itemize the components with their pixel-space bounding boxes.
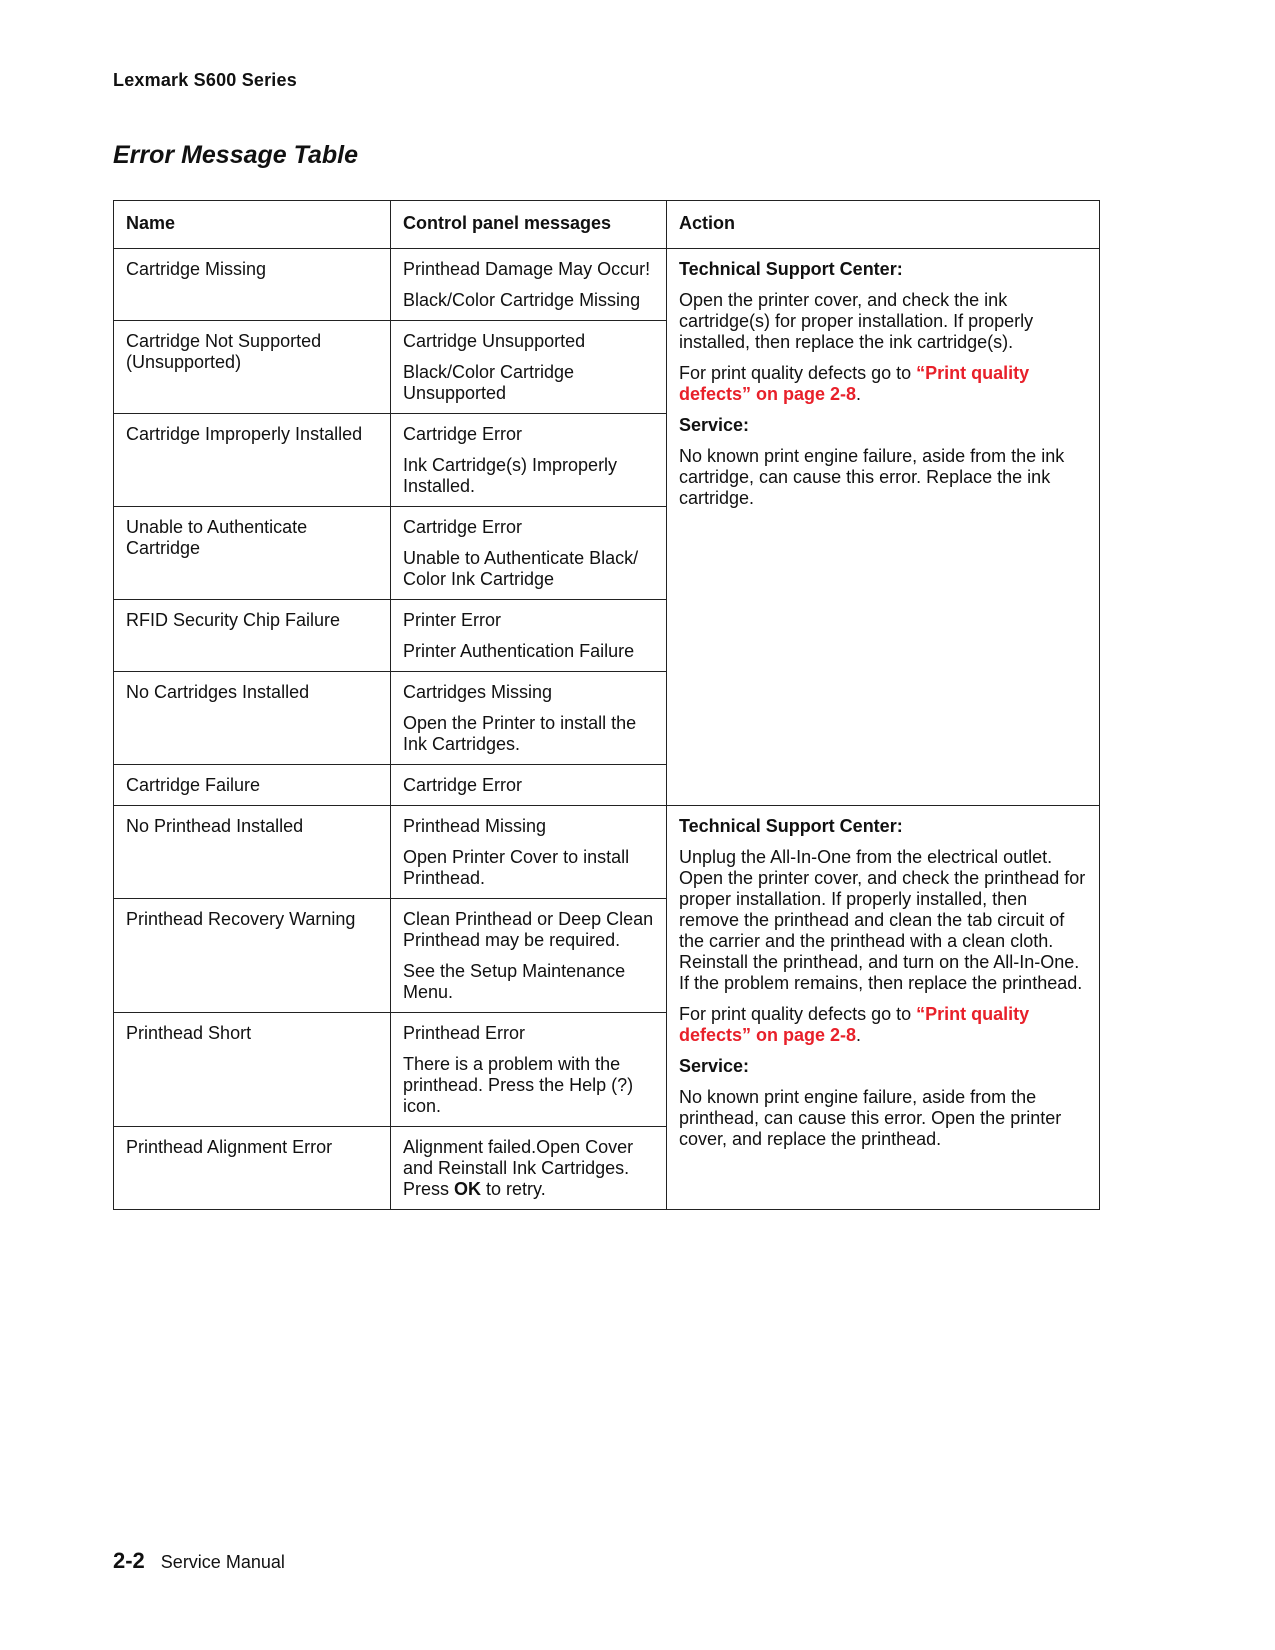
message-text: to retry. bbox=[481, 1179, 546, 1199]
tsc-instructions: Open the printer cover, and check the ink cartridge(s) for proper installation. If properly installed, then replace the ink cartridge(s). bbox=[679, 290, 1034, 352]
service-instructions: No known print engine failure, aside from the printhead, can cause this error. Open the printer cover, and replace the printhead. bbox=[679, 1087, 1062, 1149]
error-name-cell bbox=[114, 899, 391, 1013]
error-name: Printhead Short bbox=[126, 1023, 252, 1043]
error-message-table bbox=[113, 200, 1100, 1210]
error-name: Printhead Recovery Warning bbox=[126, 909, 356, 929]
error-name: Unable to Authenticate Cartridge bbox=[126, 517, 308, 558]
running-header: Lexmark S600 Series bbox=[113, 70, 297, 90]
page-number: 2-2 bbox=[113, 1548, 145, 1573]
error-name-cell bbox=[114, 321, 391, 414]
tsc-heading: Technical Support Center: bbox=[679, 259, 903, 279]
control-panel-message: Cartridge Error bbox=[403, 775, 523, 795]
service-heading: Service: bbox=[679, 1056, 750, 1076]
error-name: Cartridge Improperly Installed bbox=[126, 424, 363, 444]
control-panel-messages-cell bbox=[391, 672, 667, 765]
print-quality-suffix: . bbox=[856, 1025, 862, 1045]
print-quality-reference bbox=[679, 363, 1087, 405]
section-title: Error Message Table bbox=[113, 141, 359, 169]
control-panel-messages-cell bbox=[391, 806, 667, 899]
control-panel-message: See the Setup Maintenance Menu. bbox=[403, 961, 626, 1002]
control-panel-message: Printhead Missing bbox=[403, 816, 547, 836]
error-name-cell bbox=[114, 765, 391, 806]
table-row bbox=[114, 249, 1100, 321]
print-quality-link[interactable]: “Print quality defects” on page 2-8 bbox=[679, 363, 1030, 404]
error-name: RFID Security Chip Failure bbox=[126, 610, 341, 630]
control-panel-message: Open Printer Cover to install Printhead. bbox=[403, 847, 630, 888]
error-name-cell bbox=[114, 249, 391, 321]
control-panel-message: Black/Color Cartridge Unsupported bbox=[403, 362, 575, 403]
error-name-cell bbox=[114, 806, 391, 899]
tsc-heading: Technical Support Center: bbox=[679, 816, 903, 836]
page-footer bbox=[113, 1548, 285, 1574]
print-quality-reference bbox=[679, 1004, 1087, 1046]
column-header-messages: Control panel messages bbox=[391, 201, 667, 249]
control-panel-messages-cell bbox=[391, 600, 667, 672]
control-panel-message: Open the Printer to install the Ink Cartridges. bbox=[403, 713, 637, 754]
control-panel-messages-cell bbox=[391, 765, 667, 806]
control-panel-message: There is a problem with the printhead. Press the Help (?) icon. bbox=[403, 1054, 634, 1116]
control-panel-message: Ink Cartridge(s) Improperly Installed. bbox=[403, 455, 618, 496]
control-panel-message: Printhead Damage May Occur! bbox=[403, 259, 651, 279]
table-row bbox=[114, 806, 1100, 899]
tsc-instructions: Unplug the All-In-One from the electrical outlet. Open the printer cover, and check the printhead for proper installation. If properly installed, then remove the printhead and clean the tab circuit of the carrier and the printhead with a clean cloth. Reinstall the printhead, and turn on the All-In-One. If the problem remains, then replace the printhead. bbox=[679, 847, 1086, 993]
column-header-name: Name bbox=[114, 201, 391, 249]
print-quality-link[interactable]: “Print quality defects” on page 2-8 bbox=[679, 1004, 1030, 1045]
error-name-cell bbox=[114, 600, 391, 672]
print-quality-prefix: For print quality defects go to bbox=[679, 1004, 917, 1024]
ok-key-label: OK bbox=[454, 1179, 482, 1199]
control-panel-message: Cartridge Unsupported bbox=[403, 331, 586, 351]
service-instructions: No known print engine failure, aside from the ink cartridge, can cause this error. Replace the ink cartridge. bbox=[679, 446, 1065, 508]
message-text: Alignment failed.Open Cover and Reinstall Ink Cartridges. Press bbox=[403, 1137, 634, 1199]
error-name: Cartridge Not Supported (Unsupported) bbox=[126, 331, 322, 372]
error-name: No Printhead Installed bbox=[126, 816, 304, 836]
print-quality-suffix: . bbox=[856, 384, 862, 404]
control-panel-message: Clean Printhead or Deep Clean Printhead may be required. bbox=[403, 909, 654, 950]
error-name-cell bbox=[114, 414, 391, 507]
control-panel-message bbox=[403, 1137, 654, 1200]
error-name-cell bbox=[114, 507, 391, 600]
error-name-cell bbox=[114, 672, 391, 765]
error-name-cell bbox=[114, 1013, 391, 1127]
error-name: No Cartridges Installed bbox=[126, 682, 310, 702]
table-header-row bbox=[114, 201, 1100, 249]
footer-label: Service Manual bbox=[160, 1552, 285, 1572]
service-heading: Service: bbox=[679, 415, 750, 435]
control-panel-message: Cartridges Missing bbox=[403, 682, 553, 702]
control-panel-messages-cell bbox=[391, 414, 667, 507]
control-panel-messages-cell bbox=[391, 507, 667, 600]
error-name: Cartridge Failure bbox=[126, 775, 261, 795]
control-panel-message: Printer Error bbox=[403, 610, 502, 630]
control-panel-message: Cartridge Error bbox=[403, 424, 523, 444]
control-panel-message: Printhead Error bbox=[403, 1023, 526, 1043]
control-panel-message: Cartridge Error bbox=[403, 517, 523, 537]
control-panel-messages-cell bbox=[391, 899, 667, 1013]
control-panel-message: Printer Authentication Failure bbox=[403, 641, 635, 661]
print-quality-prefix: For print quality defects go to bbox=[679, 363, 917, 383]
error-name: Printhead Alignment Error bbox=[126, 1137, 333, 1157]
control-panel-messages-cell bbox=[391, 1013, 667, 1127]
control-panel-message: Unable to Authenticate Black/ Color Ink Cartridge bbox=[403, 548, 639, 589]
error-name: Cartridge Missing bbox=[126, 259, 267, 279]
control-panel-messages-cell bbox=[391, 321, 667, 414]
action-cell-cartridge bbox=[667, 249, 1100, 806]
error-name-cell bbox=[114, 1127, 391, 1210]
action-cell-printhead bbox=[667, 806, 1100, 1210]
control-panel-messages-cell bbox=[391, 1127, 667, 1210]
column-header-action: Action bbox=[667, 201, 1100, 249]
control-panel-messages-cell bbox=[391, 249, 667, 321]
control-panel-message: Black/Color Cartridge Missing bbox=[403, 290, 641, 310]
